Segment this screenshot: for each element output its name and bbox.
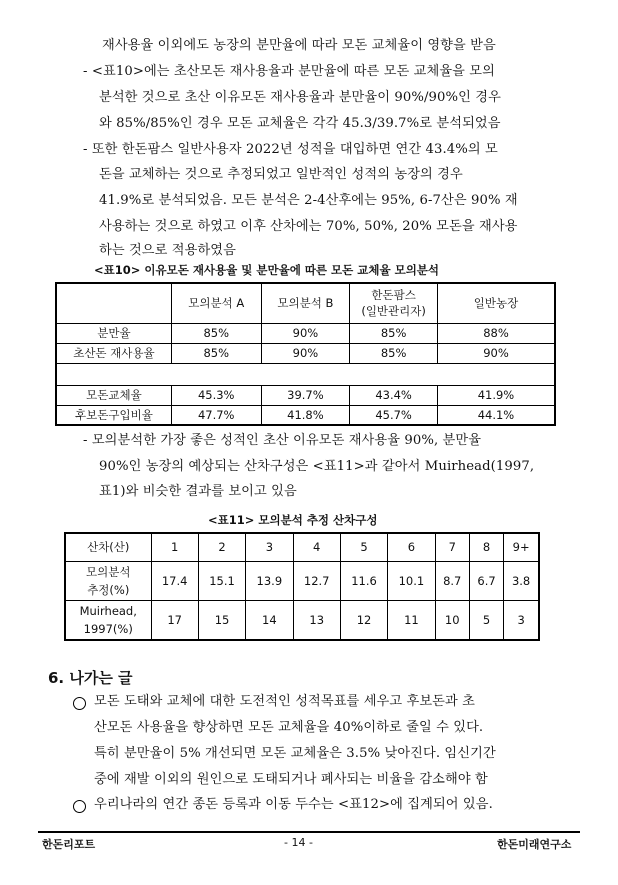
table-cell: 5 — [469, 600, 503, 640]
page-number: - 14 - — [284, 836, 313, 849]
circle-bullet-icon — [73, 800, 86, 813]
header-cell: 모의분석 A — [171, 283, 261, 323]
text-line: 재사용율 이외에도 농장의 분만율에 따라 모돈 교체율이 영향을 받음 — [102, 38, 496, 53]
table-cell: 10 — [435, 600, 469, 640]
table-cell: 85% — [350, 323, 438, 343]
table-cell: 45.3% — [171, 385, 261, 405]
header-cell: 2 — [198, 533, 245, 561]
table-cell: 90% — [437, 343, 555, 363]
table-cell: 17 — [151, 600, 198, 640]
row-label: 후보돈구입비율 — [56, 405, 171, 425]
text-line: 표1)와 비슷한 결과를 보이고 있음 — [99, 484, 297, 499]
header-cell: 6 — [388, 533, 435, 561]
header-cell: 일반농장 — [437, 283, 555, 323]
table-cell: 41.8% — [261, 405, 350, 425]
table-cell: 15 — [198, 600, 245, 640]
text-line: 특히 분만율이 5% 개선되면 모돈 교체율은 3.5% 낮아진다. 임신기간 — [94, 746, 496, 761]
table-cell: 13.9 — [246, 561, 293, 600]
header-cell: 3 — [246, 533, 293, 561]
text-line: 우리나라의 연간 종돈 등록과 이동 두수는 <표12>에 집계되어 있음. — [94, 797, 493, 812]
row-label: 모돈교체율 — [56, 385, 171, 405]
row-label — [65, 600, 151, 640]
table-cell: 11.6 — [340, 561, 387, 600]
table-cell: 85% — [350, 343, 438, 363]
table-cell: 3.8 — [504, 561, 539, 600]
table-row — [56, 343, 555, 363]
header-cell: 4 — [293, 533, 340, 561]
table-row — [56, 405, 555, 425]
footer-divider — [38, 831, 580, 833]
table-cell: 85% — [171, 343, 261, 363]
table-header-row — [56, 283, 555, 323]
table-cell: 41.9% — [437, 385, 555, 405]
table-row — [56, 323, 555, 343]
table-cell: 44.1% — [437, 405, 555, 425]
header-cell: 9+ — [504, 533, 539, 561]
text-line: 돈을 교체하는 것으로 추정되었고 일반적인 성적의 농장의 경우 — [99, 167, 463, 182]
section-title: 6. 나가는 글 — [48, 669, 133, 687]
row-label-line: 모의분석 — [86, 564, 131, 579]
header-cell: 8 — [469, 533, 503, 561]
table-cell: 3 — [504, 600, 539, 640]
text-line: 산모돈 사용율을 향상하면 모돈 교체율을 40%이하로 줄일 수 있다. — [94, 720, 484, 735]
text-line: 분석한 것으로 초산 이유모돈 재사용율과 분만율이 90%/90%인 경우 — [99, 90, 501, 105]
table-cell: 39.7% — [261, 385, 350, 405]
table-cell: 43.4% — [350, 385, 438, 405]
table-cell: 17.4 — [151, 561, 198, 600]
table-cell: 8.7 — [435, 561, 469, 600]
text-line: 와 85%/85%인 경우 모돈 교체율은 각각 45.3/39.7%로 분석되었음 — [99, 116, 501, 131]
header-cell — [56, 283, 171, 323]
header-cell: 7 — [435, 533, 469, 561]
spacer-cell — [56, 363, 555, 385]
table-row — [65, 600, 539, 640]
row-label-line: Muirhead, — [79, 603, 137, 618]
footer-left: 한돈리포트 — [42, 838, 96, 851]
header-cell: 산차(산) — [65, 533, 151, 561]
table-cell: 90% — [261, 323, 350, 343]
table-cell: 6.7 — [469, 561, 503, 600]
header-cell: 5 — [340, 533, 387, 561]
text-line: 사용하는 것으로 하였고 이후 산차에는 70%, 50%, 20% 모돈을 재사용 — [99, 219, 518, 234]
text-line: 하는 것으로 적용하였음 — [99, 243, 236, 258]
table-parity-structure — [64, 532, 540, 641]
table-row — [65, 561, 539, 600]
table-row — [56, 385, 555, 405]
table-cell: 15.1 — [198, 561, 245, 600]
text-line: - <표10>에는 초산모돈 재사용율과 분만율에 따른 모돈 교체율을 모의 — [83, 64, 495, 79]
table-cell: 10.1 — [388, 561, 435, 600]
table-header-row — [65, 533, 539, 561]
table-cell: 45.7% — [350, 405, 438, 425]
table-caption: <표10> 이유모돈 재사용율 및 분만율에 따른 모돈 교체율 모의분석 — [94, 263, 440, 277]
footer-right: 한돈미래연구소 — [497, 838, 572, 851]
text-line: 90%인 농장의 예상되는 산차구성은 <표11>과 같아서 Muirhead(1997, — [99, 459, 535, 474]
table-cell: 47.7% — [171, 405, 261, 425]
table-cell: 12.7 — [293, 561, 340, 600]
row-label-line: 추정(%) — [87, 582, 130, 597]
row-label: 초산돈 재사용율 — [56, 343, 171, 363]
text-line: 41.9%로 분석되었음. 모든 분석은 2-4산후에는 95%, 6-7산은 90% 재 — [99, 193, 518, 208]
row-label: 분만율 — [56, 323, 171, 343]
table-caption: <표11> 모의분석 추정 산차구성 — [208, 513, 378, 527]
table-cell: 14 — [246, 600, 293, 640]
row-label-line: 1997(%) — [83, 621, 133, 636]
table-cell: 88% — [437, 323, 555, 343]
table-cell: 90% — [261, 343, 350, 363]
text-line: - 또한 한돈팜스 일반사용자 2022년 성적을 대입하면 연간 43.4%의 모 — [83, 142, 498, 157]
table-replacement-simulation — [55, 282, 556, 426]
text-line: - 모의분석한 가장 좋은 성적인 초산 이유모돈 재사용율 90%, 분만율 — [83, 433, 482, 448]
table-spacer-row — [56, 363, 555, 385]
text-line: 중에 재발 이외의 원인으로 도태되거나 폐사되는 비율을 감소해야 함 — [94, 772, 488, 787]
circle-bullet-icon — [73, 697, 86, 710]
table-cell: 11 — [388, 600, 435, 640]
header-cell: 모의분석 B — [261, 283, 350, 323]
table-cell: 85% — [171, 323, 261, 343]
text-line: 모돈 도태와 교체에 대한 도전적인 성적목표를 세우고 후보돈과 초 — [94, 694, 475, 709]
header-cell: 1 — [151, 533, 198, 561]
table-cell: 13 — [293, 600, 340, 640]
table-cell: 12 — [340, 600, 387, 640]
header-cell: 한돈팜스 (일반관리자) — [350, 283, 438, 323]
row-label — [65, 561, 151, 600]
